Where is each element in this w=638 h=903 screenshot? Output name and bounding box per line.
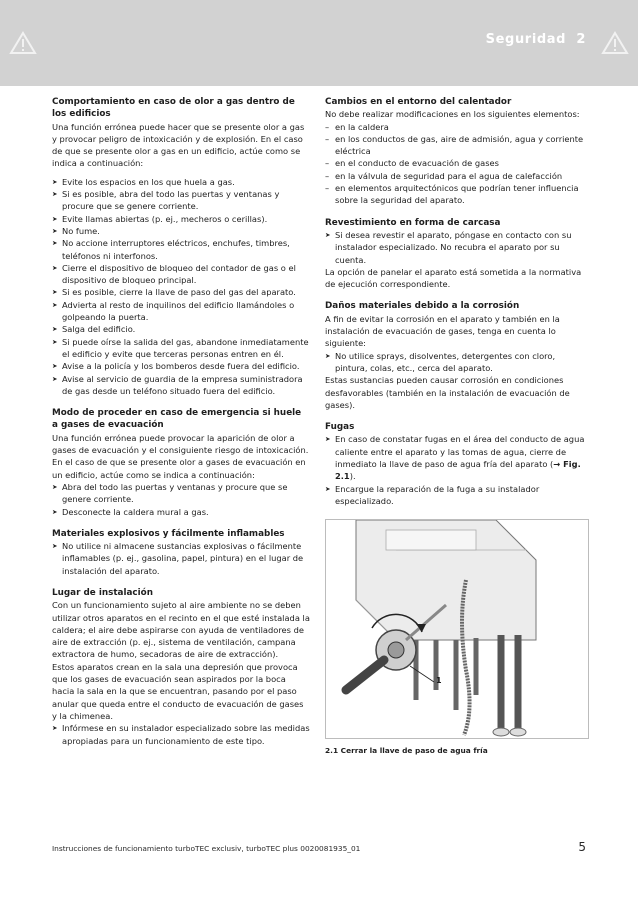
right-column [325, 96, 587, 758]
heading-environment-changes: Cambios en el entorno del calentador [325, 97, 512, 107]
footer-text: Instrucciones de funcionamiento turboTEC exclusiv, turboTEC plus 0020081935_01 [52, 844, 361, 853]
casing-para: La opción de panelar el aparato está sometida a la normativa de ejecución correspondiente. [325, 266, 582, 290]
list-item: ➤ Infórmese en su instalador especializado sobre las medidas apropiadas para un funcionamiento de este tipo. [52, 722, 310, 747]
heading-installation-site: Lugar de instalación [52, 587, 153, 598]
left-column [52, 96, 310, 747]
figure-callout-1: 1 [436, 676, 442, 686]
list-item: ➤ Si es posible, abra del todo las puertas y ventanas y procure que se genere corriente. [52, 188, 310, 213]
leak-item-end: ). [349, 471, 356, 482]
list-item: ➤ No utilice sprays, disolventes, detergentes con cloro, pintura, colas, etc., cerca del aparato. [325, 350, 587, 375]
list-item: ➤ Evite los espacios en los que huela a gas. [52, 176, 310, 188]
list-item: – en la válvula de seguridad para el agua de calefacción [325, 170, 587, 182]
list-item: ➤ Avise a la policía y los bomberos desde fuera del edificio. [52, 360, 310, 372]
flue-gas-intro: Una función errónea puede provocar la aparición de olor a gases de evacuación y el consiguiente riesgo de intoxicación. En el caso de que se presente olor a gases de evacuación en un edificio, actúe como se indica a continuación: [52, 432, 309, 480]
list-item: ➤ Evite llamas abiertas (p. ej., mecheros o cerillas). [52, 213, 310, 225]
list-item: ➤ Si es posible, cierre la llave de paso del gas del aparato. [52, 286, 310, 298]
header-band [0, 0, 638, 86]
list-item: ➤ Salga del edificio. [52, 323, 310, 335]
list-item: ➤ Cierre el dispositivo de bloqueo del contador de gas o el dispositivo de bloqueo principal. [52, 262, 310, 287]
list-item: ➤ Avise al servicio de guardia de la empresa suministradora de gas desde un teléfono situado fuera del edificio. [52, 373, 310, 398]
corrosion-intro: A fin de evitar la corrosión en el aparato y también en la instalación de evacuación de gases, tenga en cuenta lo siguiente: [325, 313, 560, 349]
corrosion-list [325, 350, 587, 375]
section-number: 2 [576, 32, 586, 47]
list-item: ➤ Si puede oírse la salida del gas, abandone inmediatamente el edificio y evite que terceras personas entren en él. [52, 336, 310, 361]
leak-item-text: En caso de constatar fugas en el área del conducto de agua caliente entre el aparato y las tomas de agua, cierre de inmediato la llave de paso de agua fría del aparato ( [335, 434, 585, 470]
list-item: ➤ Encargue la reparación de la fuga a su instalador especializado. [325, 483, 587, 508]
leaks-list [325, 433, 587, 507]
heading-gas-smell: Comportamiento en caso de olor a gas dentro de los edificios [52, 97, 295, 120]
figure-cold-water-valve [325, 519, 589, 739]
figure-reference-link[interactable]: → Fig. 2.1 [335, 459, 581, 482]
environment-list [325, 121, 587, 207]
heading-flammables: Materiales explosivos y fácilmente inflamables [52, 528, 285, 539]
gas-smell-intro: Una función errónea puede hacer que se presente olor a gas y provocar peligro de intoxicación y de explosión. En el caso de que se presente olor a gas en un edificio, actúe como se indica a continuación: [52, 121, 305, 169]
section-title [486, 32, 586, 47]
flue-gas-list [52, 481, 310, 518]
figure-caption: 2.1 Cerrar la llave de paso de agua fría [325, 746, 488, 756]
list-item [325, 433, 587, 482]
heading-casing: Revestimiento en forma de carcasa [325, 217, 501, 228]
flammables-list [52, 540, 310, 577]
list-item: ➤ Si desea revestir el aparato, póngase en contacto con su instalador especializado. No recubra el aparato por su cuenta. [325, 229, 587, 266]
list-item: – en el conducto de evacuación de gases [325, 157, 587, 169]
list-item: ➤ Abra del todo las puertas y ventanas y procure que se genere corriente. [52, 481, 310, 506]
environment-intro: No debe realizar modificaciones en los siguientes elementos: [325, 109, 580, 120]
list-item: ➤ Advierta al resto de inquilinos del edificio llamándoles o golpeando la puerta. [52, 299, 310, 324]
list-item: ➤ Desconecte la caldera mural a gas. [52, 506, 310, 518]
list-item: ➤ No utilice ni almacene sustancias explosivas o fácilmente inflamables (p. ej., gasolina, papel, pintura) en el lugar de instalación del aparato. [52, 540, 310, 577]
installation-para-2: Estos aparatos crean en la sala una depresión que provoca que los gases de evacuación sean aspirados por la boca hacia la sala en la que se encuentran, pasando por el paso anular que queda entre el conducto de evacuación de gases y la chimenea. [52, 661, 304, 721]
corrosion-para: Estas sustancias pueden causar corrosión en condiciones desfavorables (también en la instalación de evacuación de gases). [325, 375, 570, 410]
page-number: 5 [578, 840, 586, 854]
list-item: – en la caldera [325, 121, 587, 133]
gas-smell-list [52, 176, 310, 397]
list-item: – en elementos arquitectónicos que podrían tener influencia sobre la seguridad del aparato. [325, 182, 587, 207]
list-item: ➤ No fume. [52, 225, 310, 237]
list-item: ➤ No accione interruptores eléctricos, enchufes, timbres, teléfonos ni interfonos. [52, 237, 310, 262]
warning-icon-left [0, 0, 46, 86]
warning-icon-right [592, 0, 638, 86]
section-title-text: Seguridad [485, 32, 567, 47]
heading-corrosion: Daños materiales debido a la corrosión [325, 301, 520, 312]
installation-list [52, 722, 310, 747]
heading-leaks: Fugas [325, 422, 355, 433]
casing-list [325, 229, 587, 266]
installation-para-1: Con un funcionamiento sujeto al aire ambiente no se deben utilizar otros aparatos en el recinto en el que esté instalada la caldera; el aire debe aspirarse con ayuda de ventiladores de aire de extracción (p. ej., sistema de ventilación, campana extractora de humo, secadoras de aire de extracción). [52, 600, 310, 660]
heading-flue-gas-emergency: Modo de proceder en caso de emergencia si huele a gases de evacuación [52, 408, 302, 431]
list-item: – en los conductos de gas, aire de admisión, agua y corriente eléctrica [325, 133, 587, 158]
valve-illustration [326, 520, 588, 738]
